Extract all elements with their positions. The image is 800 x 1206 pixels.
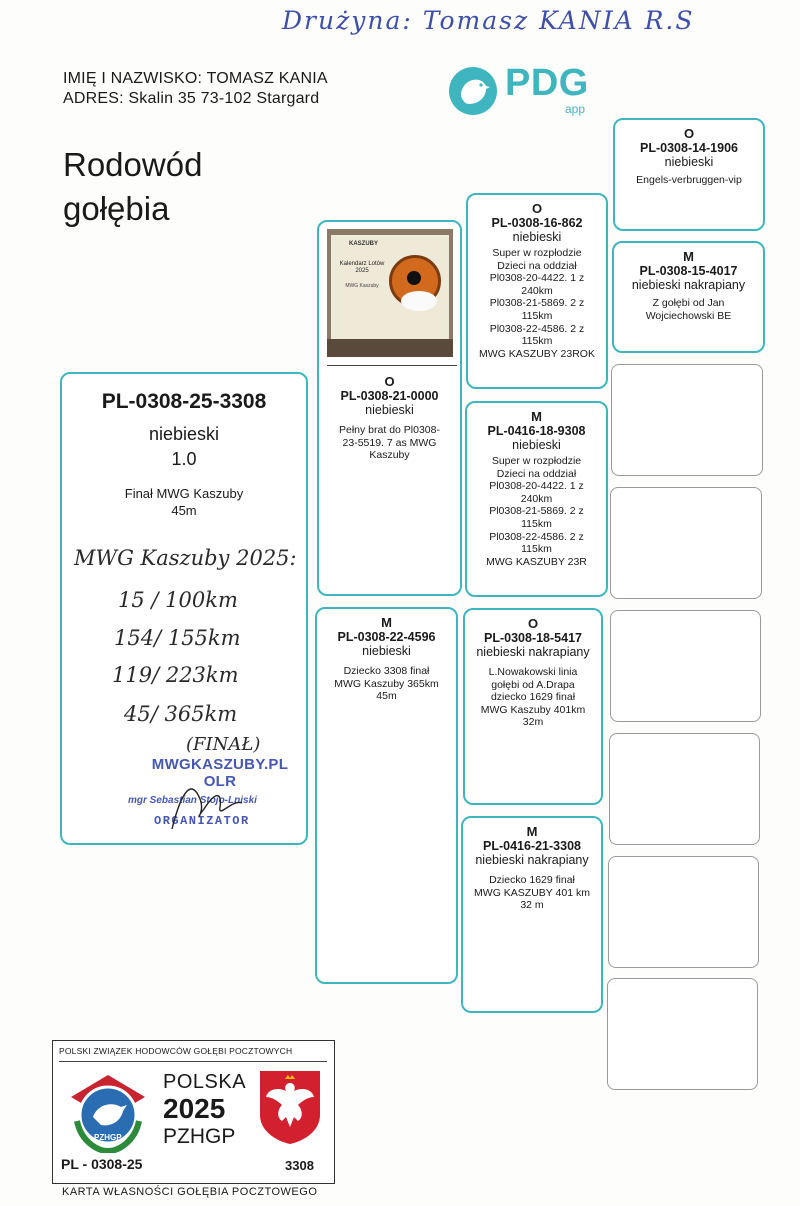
handwritten-result: 15 / 100km	[118, 588, 238, 612]
empty-great-grandparent-card	[611, 364, 763, 476]
grandparent-color: niebieski	[512, 230, 562, 244]
organizer-stamp-line2: mgr Sebastian Stojo-Lniski	[128, 795, 257, 806]
ownership-card	[52, 1040, 335, 1184]
organizer-stamp-line3: ORGANIZATOR	[154, 814, 250, 828]
empty-great-grandparent-card	[610, 487, 762, 599]
grandparent-color: niebieski nakrapiany	[476, 645, 590, 659]
page-title-line1: Rodowód	[63, 146, 203, 183]
parent-sex: M	[381, 615, 392, 630]
grandparent-sex: O	[531, 201, 543, 216]
main-bird-note-line1: Finał MWG Kaszuby	[124, 486, 244, 501]
parent-ring: PL-0308-22-4596	[337, 630, 436, 644]
grandparent-note: Super w rozpłodzie Dzieci na oddział Pl0308-20-4422. 1 z 240km Pl0308-21-5869. 2 z 115km Pl0308-22-4586. 2 z 115km MWG KASZUBY 23R	[486, 455, 587, 568]
great-grandparent-color: niebieski	[664, 155, 714, 169]
handwritten-team-header: Drużyna: Tomasz KANIA R.S	[282, 6, 695, 35]
photo-label: KASZUBY	[349, 241, 379, 247]
main-bird-sex-code: 1.0	[171, 449, 197, 469]
grandparent-color: niebieski	[512, 438, 561, 452]
great-grandparent-ring: PL-0308-15-4017	[639, 264, 738, 278]
photo-headline: Kalendarz Lotów 2025	[339, 261, 385, 274]
grandparent-ring: PL-0308-16-862	[491, 216, 583, 230]
parent-card-mother	[315, 607, 458, 984]
photo-body: MWG Kaszuby	[345, 283, 379, 289]
grandparent-card	[466, 193, 608, 389]
great-grandparent-color: niebieski nakrapiany	[631, 278, 746, 292]
great-grandparent-note: Engels-verbruggen-vip	[636, 174, 742, 186]
main-bird-color: niebieski	[148, 424, 220, 444]
pdg-brand: PDG	[505, 62, 589, 104]
pigeon-icon	[447, 66, 499, 116]
parent-color: niebieski	[362, 644, 411, 658]
grandparent-note: Super w rozpłodzie Dzieci na oddział Pl0308-20-4422. 1 z 240km Pl0308-21-5869. 2 z 115km Pl0308-22-4586. 2 z 115km MWG KASZUBY 23ROK	[479, 247, 595, 360]
parent-color: niebieski	[365, 403, 414, 417]
parent-note: Dziecko 3308 finał MWG Kaszuby 365km 45m	[334, 665, 439, 703]
grandparent-color: niebieski nakrapiany	[475, 853, 589, 867]
card-ring-prefix: PL - 0308-25	[61, 1156, 143, 1172]
parent-sex: O	[384, 374, 395, 389]
organizer-stamp-line1: MWGKASZUBY.PL OLR	[151, 756, 289, 790]
grandparent-ring: PL-0416-21-3308	[483, 839, 581, 853]
parent-note: Pełny brat do Pl0308-23-5519. 7 as MWG Kaszuby	[339, 424, 440, 462]
great-grandparent-sex: M	[683, 249, 694, 264]
pzhgp-emblem	[67, 1071, 149, 1153]
signature-mark	[162, 769, 252, 839]
empty-great-grandparent-card	[608, 856, 759, 968]
grandparent-sex: M	[531, 409, 542, 424]
great-grandparent-note: Z gołębi od Jan Wojciechowski BE	[645, 297, 732, 322]
great-grandparent-sex: O	[683, 126, 695, 141]
main-bird-note-line2: 45m	[171, 503, 197, 518]
great-grandparent-card	[612, 241, 765, 353]
handwritten-result: 45/ 365km	[124, 702, 238, 726]
grandparent-sex: O	[527, 616, 539, 631]
main-bird-card	[60, 372, 308, 845]
card-ring-number: 3308	[285, 1158, 314, 1173]
parent-photo	[327, 229, 453, 357]
grandparent-card	[461, 816, 603, 1013]
empty-great-grandparent-card	[607, 978, 758, 1090]
card-year: 2025	[163, 1093, 226, 1124]
handwritten-final: (FINAŁ)	[186, 734, 261, 755]
grandparent-sex: M	[526, 824, 538, 839]
pdg-logo	[447, 62, 597, 118]
polish-eagle-icon	[258, 1069, 322, 1145]
pdg-sub: app	[565, 102, 586, 116]
owner-name: IMIĘ I NAZWISKO: TOMASZ KANIA	[63, 70, 328, 87]
card-org: PZHGP	[163, 1125, 236, 1148]
parent-ring: PL-0308-21-0000	[340, 389, 439, 403]
card-bottom-text: KARTA WŁASNOŚCI GOŁĘBIA POCZTOWEGO	[62, 1186, 318, 1198]
handwritten-result: 154/ 155km	[114, 626, 241, 650]
grandparent-card	[465, 401, 608, 597]
great-grandparent-ring: PL-0308-14-1906	[640, 141, 738, 155]
grandparent-note: Dziecko 1629 finał MWG KASZUBY 401 km 32 m	[474, 874, 590, 912]
grandparent-note: L.Nowakowski linia gołębi od A.Drapa dziecko 1629 finał MWG Kaszuby 401km 32m	[480, 666, 586, 729]
empty-great-grandparent-card	[609, 733, 760, 845]
empty-great-grandparent-card	[610, 610, 761, 722]
card-top-text: POLSKI ZWIĄZEK HODOWCÓW GOŁĘBI POCZTOWYCH	[59, 1046, 293, 1056]
grandparent-card	[463, 608, 603, 805]
owner-address: ADRES: Skalin 35 73-102 Stargard	[63, 90, 320, 107]
page-title-line2: gołębia	[63, 190, 170, 227]
great-grandparent-card	[613, 118, 765, 231]
handwritten-results-title: MWG Kaszuby 2025:	[74, 546, 297, 570]
card-country: POLSKA	[163, 1071, 247, 1093]
emblem-text: PZHGP	[94, 1133, 122, 1142]
main-bird-ring: PL-0308-25-3308	[101, 390, 267, 413]
polish-eagle-emblem	[258, 1069, 322, 1145]
grandparent-ring: PL-0308-18-5417	[484, 631, 582, 645]
grandparent-ring: PL-0416-18-9308	[487, 424, 586, 438]
handwritten-result: 119/ 223km	[112, 663, 239, 687]
parent-card-father	[317, 220, 462, 596]
